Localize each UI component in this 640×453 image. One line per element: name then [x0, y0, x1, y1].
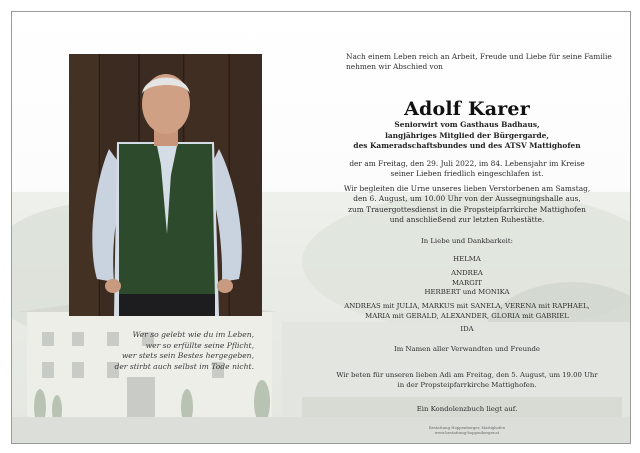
funeral-line: und anschließend zur letzten Ruhestätte.: [389, 215, 545, 225]
mourner-wife: HELMA: [453, 255, 481, 263]
intro-text: [346, 52, 631, 73]
title-line: des Kameradschaftsbundes und des ATSV Mattighofen: [353, 141, 581, 151]
memorial-quote: [74, 330, 254, 372]
mourner-children: [308, 269, 626, 298]
prayer-line: Wir beten für unseren lieben Adi am Freitag, den 5. August, um 19.00 Uhr: [336, 371, 598, 379]
funeral-info: [308, 184, 626, 226]
intro-line: nehmen wir Abschied von: [346, 62, 443, 72]
portrait-photo: [69, 54, 262, 316]
title-line: langjähriges Mitglied der Bürgergarde,: [385, 130, 549, 140]
quote-line: der stirbt auch selbst im Tode nicht.: [114, 361, 254, 371]
relatives-line: Im Namen aller Verwandten und Freunde: [394, 345, 540, 353]
death-notice: [308, 159, 626, 180]
mourners-intro: In Liebe und Dankbarkeit:: [421, 237, 513, 245]
mourner-line: MARIA mit GERALD, ALEXANDER, GLORIA mit GABRIEL: [365, 311, 569, 320]
deceased-name: Adolf Karer: [404, 98, 530, 120]
quote-line: wer so erfüllte seine Pflicht,: [145, 340, 254, 350]
mourner-other: IDA: [460, 325, 474, 333]
funeral-line: zum Trauergottesdienst in die Propsteipfarrkirche Mattighofen: [348, 204, 586, 214]
mourner-line: HERBERT und MONIKA: [424, 288, 510, 297]
death-line: seiner Lieben friedlich eingeschlafen ist.: [390, 169, 544, 179]
quote-line: wer stets sein Bestes hergegeben,: [121, 351, 254, 361]
death-line: der am Freitag, den 29. Juli 2022, im 84. Lebensjahr im Kreise: [349, 159, 585, 168]
undertaker-line: Bestattung Hoppenberger, Mattighofen: [428, 425, 506, 430]
condolence-note: Ein Kondolenzbuch liegt auf.: [416, 405, 518, 413]
mourner-line: ANDREAS mit JULIA, MARKUS mit SANELA, VERENA mit RAPHAEL,: [344, 302, 590, 310]
undertaker-line: www.bestattung-hoppenberger.at: [434, 430, 500, 435]
title-line: Seniorwirt vom Gasthaus Badhaus,: [394, 120, 540, 129]
prayer-info: [308, 371, 626, 390]
prayer-line: in der Propsteipfarrkirche Mattighofen.: [397, 380, 537, 389]
quote-line: Wer so gelebt wie du im Leben,: [132, 330, 254, 339]
undertaker-credit: [308, 425, 626, 435]
funeral-line: den 6. August, um 10.00 Uhr von der Aussegnungshalle aus,: [353, 194, 581, 204]
funeral-line: Wir begleiten die Urne unseres lieben Verstorbenen am Samstag,: [343, 184, 591, 193]
obituary-card: [11, 11, 631, 444]
intro-line: Nach einem Leben reich an Arbeit, Freude und Liebe für seine Familie: [346, 52, 612, 61]
deceased-titles: [308, 120, 626, 152]
mourner-line: MARGIT: [451, 278, 483, 287]
mourner-grandchildren: [308, 302, 626, 321]
mourner-line: ANDREA: [451, 269, 483, 277]
